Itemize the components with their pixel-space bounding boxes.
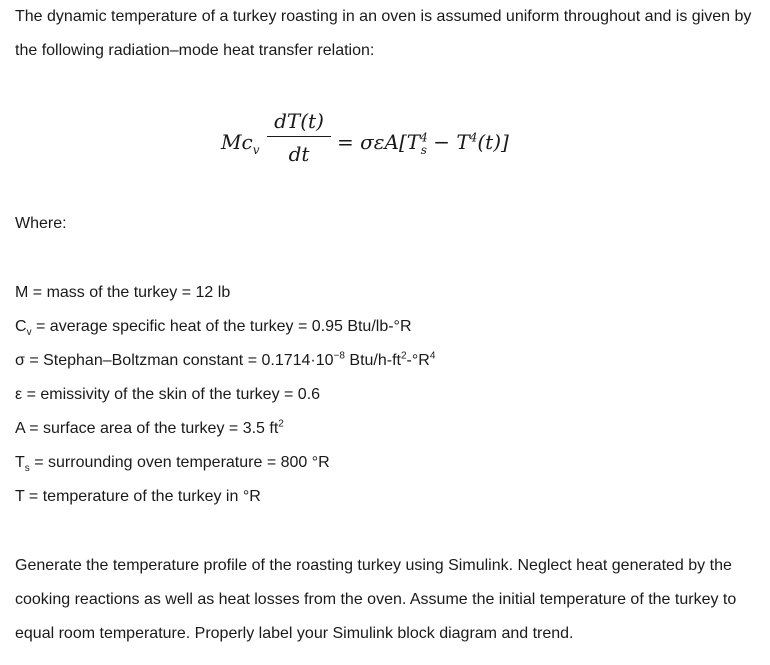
definition-specific-heat: $C_v$ = average specific heat of the turkey = 0.95 Btu/lb-°R: [15, 318, 412, 339]
equation-rhs: = $\sigma\varepsilon A[T^4_s - T^4(t)]$: [337, 130, 509, 157]
equation-lhs: $Mc_v$: [221, 130, 260, 157]
intro-paragraph: The dynamic temperature of a turkey roasting in an oven is assumed uniform throughout and is given by the following radiation–mode heat transfer relation:: [15, 8, 752, 59]
definition-mass: M = mass of the turkey = 12 lb: [15, 284, 231, 301]
fraction-bar: [267, 136, 331, 137]
fraction-numerator: dT(t): [274, 109, 324, 133]
definition-oven-temperature: $T_s$ = surrounding oven temperature = 800 °R: [15, 454, 330, 475]
fraction-denominator: dt: [288, 142, 310, 166]
definition-stefan-boltzmann: σ = Stephan–Boltzman constant = $0.1714\cdot 10^{-8}$ Btu/$h-ft^2-^\circ R^4$: [15, 350, 436, 369]
definition-emissivity: ε = emissivity of the skin of the turkey = 0.6: [15, 386, 321, 403]
closing-paragraph: Generate the temperature profile of the roasting turkey using Simulink. Neglect heat generated by the cooking reactions as well as heat losses from the oven. Assume the initial temperature of the turkey to equal room temperature. Properly label your Simulink block diagram and trend.: [15, 557, 737, 642]
definition-turkey-temperature: T = temperature of the turkey in °R: [15, 488, 261, 505]
derivative-fraction: [267, 108, 331, 167]
definition-area: A = surface area of the turkey = 3.5 $ft^2$: [15, 418, 284, 437]
where-label: Where:: [15, 215, 67, 232]
